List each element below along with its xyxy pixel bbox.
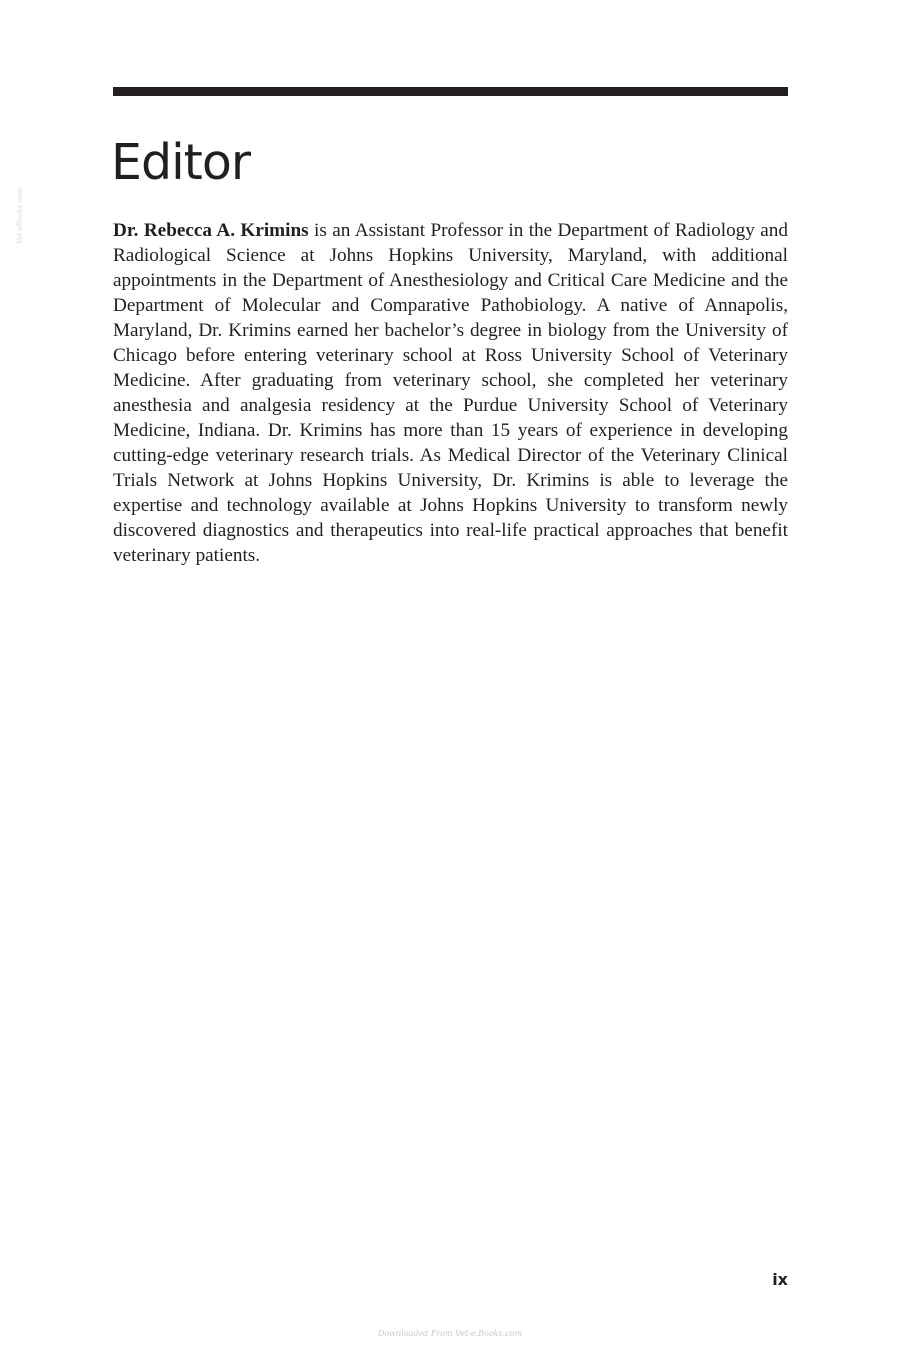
chapter-title: Editor (111, 134, 251, 191)
editor-biography-text: is an Assistant Professor in the Department of Radiology and Radiological Science at Johns Hopkins University, Maryland, with additional appointments in the Department of Anesthesiology and Critical Care Medicine and the Department of Molecular and Comparative Pathobiology. A native of Annapolis, Maryland, Dr. Krimins earned her bachelor’s degree in biology from the University of Chicago before entering veterinary school at Ross University School of Veterinary Medicine. After graduating from veterinary school, she completed her veterinary anesthesia and analgesia residency at the Purdue University School of Veterinary Medicine, Indiana. Dr. Krimins has more than 15 years of experience in developing cutting-edge veterinary research trials. As Medical Director of the Veterinary Clinical Trials Network at Johns Hopkins University, Dr. Krimins is able to leverage the expertise and technology available at Johns Hopkins University to transform newly discovered diagnostics and therapeutics into real-life practical approaches that benefit veterinary patients. (113, 220, 788, 566)
chapter-top-rule (113, 87, 788, 96)
side-watermark: Vet-eBooks.com (16, 187, 25, 245)
footer-watermark: Downloaded From Vet-e.Books.com (377, 1329, 523, 1338)
editor-name: Dr. Rebecca A. Krimins (113, 220, 309, 241)
page-number: ix (772, 1270, 788, 1289)
editor-biography (113, 218, 788, 568)
